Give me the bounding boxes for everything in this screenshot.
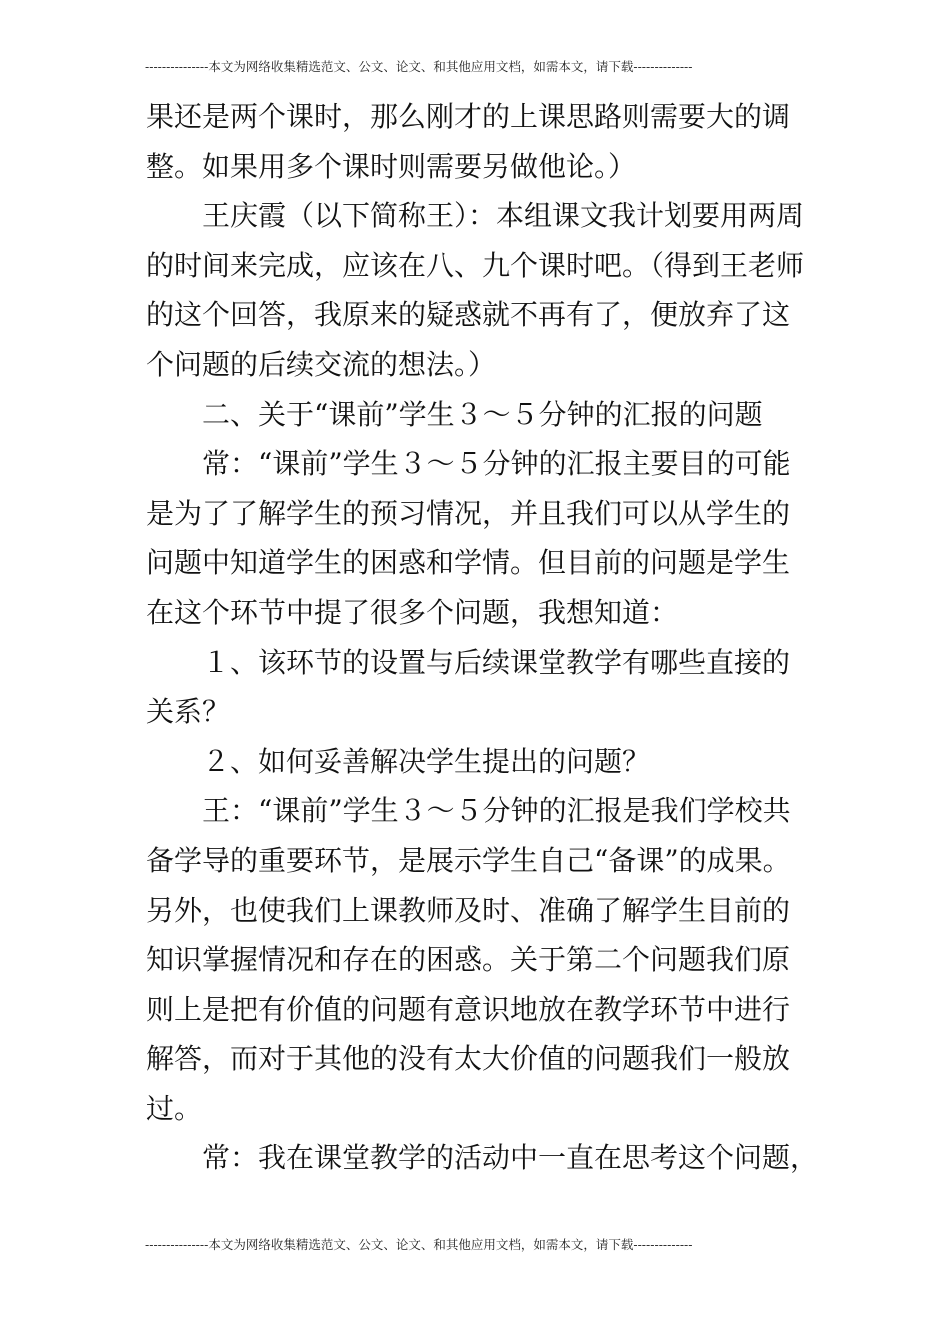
- header-banner: ---------------本文为网络收集精选范文、公文、论文、和其他应用文档，如需本文，请下载--------------: [145, 59, 693, 74]
- text-line: 过。: [146, 1091, 203, 1125]
- section-heading: 二、关于“课前”学生３～５分钟的汇报的问题: [146, 397, 763, 431]
- document-body: [146, 92, 819, 1183]
- text-line: 果还是两个课时，那么刚才的上课思路则需要大的调: [146, 100, 791, 133]
- text-line: 另外，也使我们上课教师及时、准确了解学生目前的: [146, 893, 791, 927]
- text-line: 在这个环节中提了很多个问题，我想知道：: [146, 595, 679, 629]
- text-line: 王：“课前”学生３～５分钟的汇报是我们学校共: [146, 794, 791, 828]
- text-line: 关系？: [146, 695, 231, 729]
- text-line: 备学导的重要环节，是展示学生自己“备课”的成果。: [146, 843, 791, 877]
- text-line: 的时间来完成，应该在八、九个课时吧。（得到王老师: [146, 248, 805, 282]
- text-line: 解答，而对于其他的没有太大价值的问题我们一般放: [146, 1042, 791, 1076]
- text-line: 王庆霞（以下简称王）：本组课文我计划要用两周: [146, 199, 805, 233]
- text-line: 常：我在课堂教学的活动中一直在思考这个问题，: [146, 1141, 819, 1175]
- text-line: 问题中知道学生的困惑和学情。但目前的问题是学生: [146, 546, 791, 580]
- text-line: 知识掌握情况和存在的困惑。关于第二个问题我们原: [146, 943, 791, 977]
- text-line: 则上是把有价值的问题有意识地放在教学环节中进行: [146, 992, 791, 1026]
- footer-banner: ---------------本文为网络收集精选范文、公文、论文、和其他应用文档，如需本文，请下载--------------: [145, 1237, 693, 1252]
- text-line: ２、如何妥善解决学生提出的问题？: [146, 744, 651, 778]
- text-line: 常：“课前”学生３～５分钟的汇报主要目的可能: [146, 447, 791, 481]
- text-line: 个问题的后续交流的想法。）: [146, 347, 497, 381]
- text-line: 是为了了解学生的预习情况，并且我们可以从学生的: [146, 496, 791, 530]
- text-line: 整。如果用多个课时则需要另做他论。）: [146, 149, 637, 183]
- text-line: １、该环节的设置与后续课堂教学有哪些直接的: [146, 645, 791, 679]
- text-line: 的这个回答，我原来的疑惑就不再有了，便放弃了这: [146, 298, 791, 332]
